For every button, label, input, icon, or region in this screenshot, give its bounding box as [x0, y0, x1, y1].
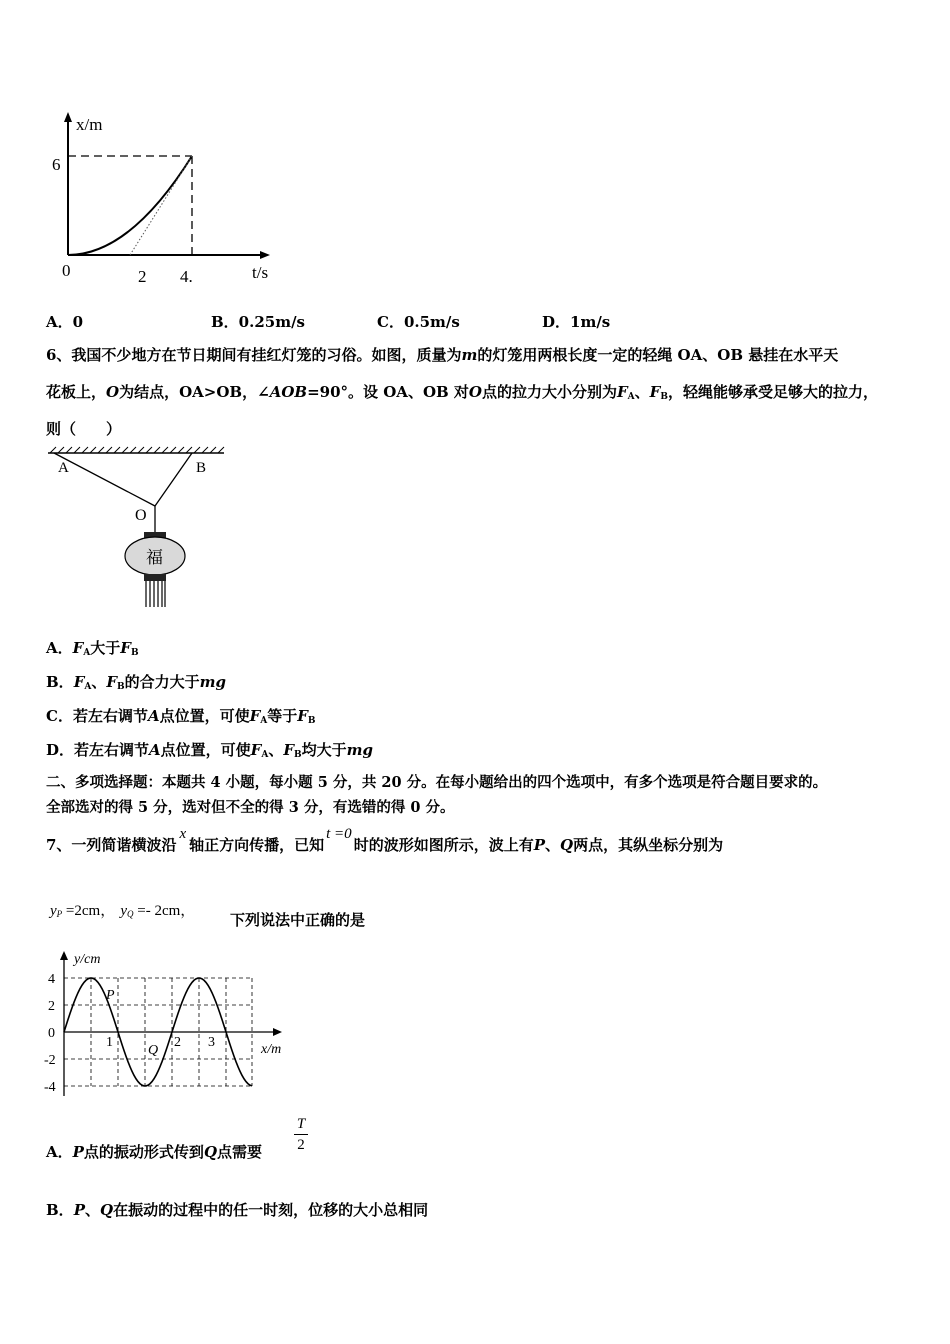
- lantern-label-o: O: [135, 507, 147, 524]
- q6-option-d: D．若左右调节A点位置，可使$F_A$、$F_B$均大于mg: [46, 741, 373, 760]
- lantern-figure: [40, 444, 240, 614]
- xt-origin: 0: [62, 261, 71, 280]
- wave-figure: [40, 948, 300, 1100]
- wave-y-tick-neg2: -2: [44, 1053, 56, 1068]
- q7-fraction: T 2: [294, 1115, 308, 1154]
- q6-line-2: 花板上，O为结点，OA>OB，∠AOB=90°。设 OA、OB 对O点的拉力大小分别为$F_A$、$F_B$，轻绳能够承受足够大的拉力，: [46, 383, 878, 402]
- wave-point-q: Q: [148, 1043, 159, 1058]
- q5-option-a: A．0: [46, 313, 84, 331]
- q6-option-c: C．若左右调节A点位置，可使$F_A$等于$F_B$: [46, 707, 316, 726]
- lantern-character: 福: [146, 548, 163, 567]
- wave-x-tick-1: 1: [106, 1035, 113, 1050]
- wave-y-label: y/cm: [74, 952, 101, 967]
- q5-option-b: B．0.25m/s: [211, 313, 306, 331]
- q7-option-a: A．P点的振动形式传到Q点需要: [46, 1143, 263, 1161]
- section2-line-1: 二、多项选择题：本题共 4 小题，每小题 5 分，共 20 分。在每小题给出的四个选项中，有多个选项是符合题目要求的。: [46, 774, 828, 791]
- q7-option-b: B．P、Q在振动的过程中的任一时刻，位移的大小总相同: [46, 1201, 429, 1219]
- q7-line-2: 下列说法中正确的是: [230, 911, 366, 929]
- xt-x-tick-4: 4.: [180, 267, 193, 286]
- section2-line-2: 全部选对的得 5 分，选对但不全的得 3 分，有选错的得 0 分。: [46, 799, 455, 816]
- wave-y-tick-neg4: -4: [44, 1080, 56, 1095]
- wave-y-tick-0: 0: [48, 1026, 55, 1041]
- wave-x-tick-2: 2: [174, 1035, 181, 1050]
- wave-x-tick-3: 3: [208, 1035, 215, 1050]
- q7-line-1: 7、一列简谐横波沿x轴正方向传播，已知t =0时的波形如图所示，波上有P、Q两点，其纵坐标分别为: [46, 826, 724, 854]
- fraction-bar: [294, 1134, 308, 1135]
- q6-option-b: B．$F_A$、$F_B$的合力大于mg: [46, 673, 226, 692]
- q6-line-3: 则（ ）: [46, 420, 122, 438]
- wave-y-tick-4: 4: [48, 972, 55, 987]
- xt-x-tick-2: 2: [138, 267, 147, 286]
- q6-option-a: A．$F_A$大于$F_B$: [46, 639, 139, 658]
- wave-x-label: x/m: [261, 1042, 282, 1057]
- q6-line-1: 6、我国不少地方在节日期间有挂红灯笼的习俗。如图，质量为m的灯笼用两根长度一定的轻绳 OA、OB 悬挂在水平天: [46, 346, 839, 364]
- wave-y-tick-2: 2: [48, 999, 55, 1014]
- wave-point-p: P: [106, 988, 115, 1003]
- q7-coordinates: $y_P =2cm$， $y_Q =- 2cm$，: [50, 903, 196, 919]
- xt-y-label: x/m: [76, 115, 103, 134]
- lantern-label-b: B: [196, 460, 207, 476]
- xt-y-tick: 6: [52, 155, 61, 174]
- q5-option-d: D．1m/s: [542, 313, 611, 331]
- xt-graph: [40, 108, 300, 293]
- xt-x-label: t/s: [252, 263, 269, 282]
- lantern-label-a: A: [58, 460, 69, 476]
- q5-option-c: C．0.5m/s: [377, 313, 460, 331]
